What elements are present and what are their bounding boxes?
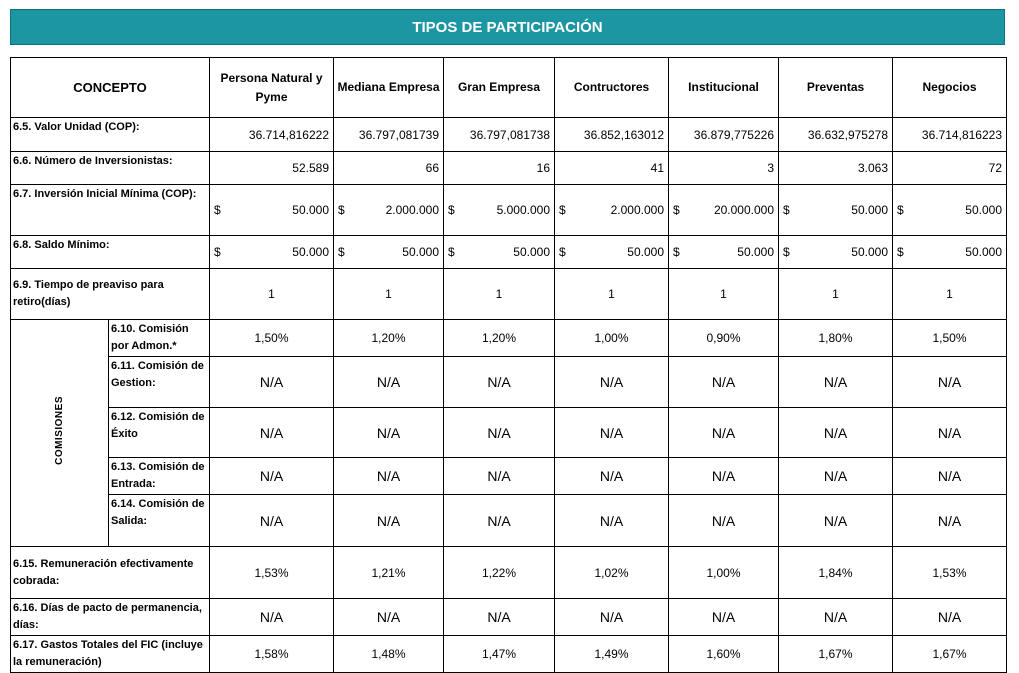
value-cell: N/A: [779, 495, 893, 547]
value-cell: N/A: [334, 599, 444, 636]
value-cell: 36.797,081738: [444, 118, 555, 152]
value-cell: 1,53%: [210, 547, 334, 599]
row-label: 6.10. Comisión por Admon.*: [109, 320, 210, 357]
row-comision-exito: [11, 408, 1007, 458]
money-wrap: [334, 203, 443, 217]
value-cell: N/A: [444, 408, 555, 458]
money-value: 50.000: [627, 245, 664, 259]
column-header: Mediana Empresa: [334, 58, 444, 118]
money-wrap: [893, 245, 1006, 259]
value-cell: N/A: [893, 458, 1007, 495]
row-label: 6.12. Comisión de Éxito: [109, 408, 210, 458]
value-cell: N/A: [210, 408, 334, 458]
value-cell: 0,90%: [669, 320, 779, 357]
currency-symbol: $: [783, 245, 790, 259]
value-cell: 1,48%: [334, 636, 444, 673]
value-cell: N/A: [334, 495, 444, 547]
currency-symbol: $: [897, 245, 904, 259]
value-cell: N/A: [555, 599, 669, 636]
column-header: Institucional: [669, 58, 779, 118]
value-cell: 36.797,081739: [334, 118, 444, 152]
value-cell: 1: [779, 269, 893, 320]
value-cell: N/A: [334, 408, 444, 458]
money-wrap: [555, 245, 668, 259]
value-cell: 1,67%: [893, 636, 1007, 673]
value-cell: N/A: [893, 599, 1007, 636]
value-cell: 1,58%: [210, 636, 334, 673]
value-cell: N/A: [210, 599, 334, 636]
column-header: Negocios: [893, 58, 1007, 118]
value-cell: 1: [444, 269, 555, 320]
page-title: TIPOS DE PARTICIPACIÓN: [412, 18, 603, 36]
column-header: Persona Natural y Pyme: [210, 58, 334, 118]
header-row: [11, 58, 1007, 118]
currency-symbol: $: [673, 203, 680, 217]
currency-symbol: $: [673, 245, 680, 259]
money-value: 50.000: [965, 245, 1002, 259]
money-value: 2.000.000: [610, 203, 664, 217]
value-cell: N/A: [669, 408, 779, 458]
value-cell: N/A: [893, 357, 1007, 408]
comisiones-group-label: COMISIONES: [54, 396, 65, 465]
row-inversion-inicial: [11, 185, 1007, 236]
value-cell: 1: [334, 269, 444, 320]
money-value: 50.000: [851, 203, 888, 217]
value-cell: N/A: [210, 458, 334, 495]
money-wrap: [555, 203, 668, 217]
value-cell: 72: [893, 152, 1007, 185]
money-value: 50.000: [292, 245, 329, 259]
value-cell: 36.714,816222: [210, 118, 334, 152]
money-wrap: [669, 203, 778, 217]
value-cell: N/A: [893, 495, 1007, 547]
row-num-inversionistas: [11, 152, 1007, 185]
row-comision-gestion: [11, 357, 1007, 408]
money-value: 50.000: [402, 245, 439, 259]
row-remuneracion: [11, 547, 1007, 599]
value-cell: 36.632,975278: [779, 118, 893, 152]
value-cell: 36.714,816223: [893, 118, 1007, 152]
value-cell: 1,02%: [555, 547, 669, 599]
concept-header: CONCEPTO: [11, 58, 210, 118]
value-cell: N/A: [210, 495, 334, 547]
row-comision-salida: [11, 495, 1007, 547]
value-cell: [893, 236, 1007, 269]
value-cell: N/A: [555, 408, 669, 458]
value-cell: 16: [444, 152, 555, 185]
value-cell: N/A: [210, 357, 334, 408]
money-value: 50.000: [851, 245, 888, 259]
value-cell: N/A: [669, 357, 779, 408]
value-cell: 1,20%: [444, 320, 555, 357]
row-label: 6.15. Remuneración efectivamente cobrada:: [11, 547, 210, 599]
money-wrap: [779, 245, 892, 259]
value-cell: 1: [555, 269, 669, 320]
currency-symbol: $: [338, 203, 345, 217]
value-cell: 1,21%: [334, 547, 444, 599]
value-cell: 1: [893, 269, 1007, 320]
currency-symbol: $: [559, 203, 566, 217]
comisiones-group-cell: [11, 320, 109, 547]
currency-symbol: $: [214, 203, 221, 217]
column-header: Preventas: [779, 58, 893, 118]
value-cell: N/A: [555, 458, 669, 495]
currency-symbol: $: [338, 245, 345, 259]
money-value: 50.000: [737, 245, 774, 259]
value-cell: 1: [210, 269, 334, 320]
value-cell: 1,47%: [444, 636, 555, 673]
value-cell: N/A: [555, 357, 669, 408]
value-cell: [779, 185, 893, 236]
value-cell: 1,60%: [669, 636, 779, 673]
value-cell: 1,22%: [444, 547, 555, 599]
currency-symbol: $: [448, 203, 455, 217]
currency-symbol: $: [559, 245, 566, 259]
value-cell: N/A: [779, 408, 893, 458]
money-wrap: [779, 203, 892, 217]
value-cell: 3: [669, 152, 779, 185]
money-wrap: [893, 203, 1006, 217]
money-wrap: [210, 245, 333, 259]
value-cell: [334, 236, 444, 269]
row-dias-pacto: [11, 599, 1007, 636]
value-cell: [555, 236, 669, 269]
column-header: Contructores: [555, 58, 669, 118]
row-label: 6.9. Tiempo de preaviso para retiro(días): [11, 269, 210, 320]
value-cell: 41: [555, 152, 669, 185]
value-cell: N/A: [334, 357, 444, 408]
value-cell: 1,53%: [893, 547, 1007, 599]
row-comision-entrada: [11, 458, 1007, 495]
currency-symbol: $: [214, 245, 221, 259]
value-cell: [779, 236, 893, 269]
money-wrap: [444, 203, 554, 217]
row-tiempo-preaviso: [11, 269, 1007, 320]
value-cell: N/A: [444, 458, 555, 495]
value-cell: [444, 185, 555, 236]
value-cell: 36.852,163012: [555, 118, 669, 152]
currency-symbol: $: [783, 203, 790, 217]
value-cell: [669, 236, 779, 269]
value-cell: [555, 185, 669, 236]
value-cell: N/A: [779, 599, 893, 636]
value-cell: 1,00%: [555, 320, 669, 357]
money-wrap: [210, 203, 333, 217]
value-cell: 1,49%: [555, 636, 669, 673]
currency-symbol: $: [897, 203, 904, 217]
row-label: 6.14. Comisión de Salida:: [109, 495, 210, 547]
value-cell: 66: [334, 152, 444, 185]
value-cell: N/A: [555, 495, 669, 547]
value-cell: 1,50%: [893, 320, 1007, 357]
money-value: 50.000: [292, 203, 329, 217]
value-cell: 3.063: [779, 152, 893, 185]
value-cell: 1: [669, 269, 779, 320]
row-valor-unidad: [11, 118, 1007, 152]
row-label: 6.6. Número de Inversionistas:: [11, 152, 210, 185]
money-wrap: [669, 245, 778, 259]
value-cell: N/A: [444, 599, 555, 636]
value-cell: N/A: [669, 458, 779, 495]
value-cell: [669, 185, 779, 236]
value-cell: 36.879,775226: [669, 118, 779, 152]
money-value: 50.000: [513, 245, 550, 259]
value-cell: [210, 236, 334, 269]
value-cell: 1,80%: [779, 320, 893, 357]
column-header: Gran Empresa: [444, 58, 555, 118]
row-label: 6.13. Comisión de Entrada:: [109, 458, 210, 495]
money-wrap: [444, 245, 554, 259]
value-cell: [893, 185, 1007, 236]
row-label: 6.16. Días de pacto de permanencia, días:: [11, 599, 210, 636]
money-wrap: [334, 245, 443, 259]
value-cell: 1,67%: [779, 636, 893, 673]
value-cell: [334, 185, 444, 236]
row-comision-admon: [11, 320, 1007, 357]
page-title-banner: [10, 9, 1005, 45]
value-cell: N/A: [444, 357, 555, 408]
row-label: 6.11. Comisión de Gestion:: [109, 357, 210, 408]
money-value: 5.000.000: [496, 203, 550, 217]
value-cell: N/A: [334, 458, 444, 495]
value-cell: N/A: [893, 408, 1007, 458]
row-label: 6.17. Gastos Totales del FIC (incluye la remuneración): [11, 636, 210, 673]
row-gastos-totales: [11, 636, 1007, 673]
money-value: 2.000.000: [385, 203, 439, 217]
row-label: 6.8. Saldo Mínimo:: [11, 236, 210, 269]
value-cell: 1,50%: [210, 320, 334, 357]
value-cell: 1,00%: [669, 547, 779, 599]
row-label: 6.5. Valor Unidad (COP):: [11, 118, 210, 152]
value-cell: N/A: [444, 495, 555, 547]
value-cell: 1,84%: [779, 547, 893, 599]
value-cell: N/A: [779, 458, 893, 495]
participation-table: [10, 57, 1007, 673]
currency-symbol: $: [448, 245, 455, 259]
money-value: 20.000.000: [713, 203, 774, 217]
value-cell: [444, 236, 555, 269]
value-cell: N/A: [779, 357, 893, 408]
value-cell: 52.589: [210, 152, 334, 185]
value-cell: 1,20%: [334, 320, 444, 357]
value-cell: N/A: [669, 495, 779, 547]
row-label: 6.7. Inversión Inicial Mínima (COP):: [11, 185, 210, 236]
money-value: 50.000: [965, 203, 1002, 217]
value-cell: N/A: [669, 599, 779, 636]
value-cell: [210, 185, 334, 236]
row-saldo-minimo: [11, 236, 1007, 269]
